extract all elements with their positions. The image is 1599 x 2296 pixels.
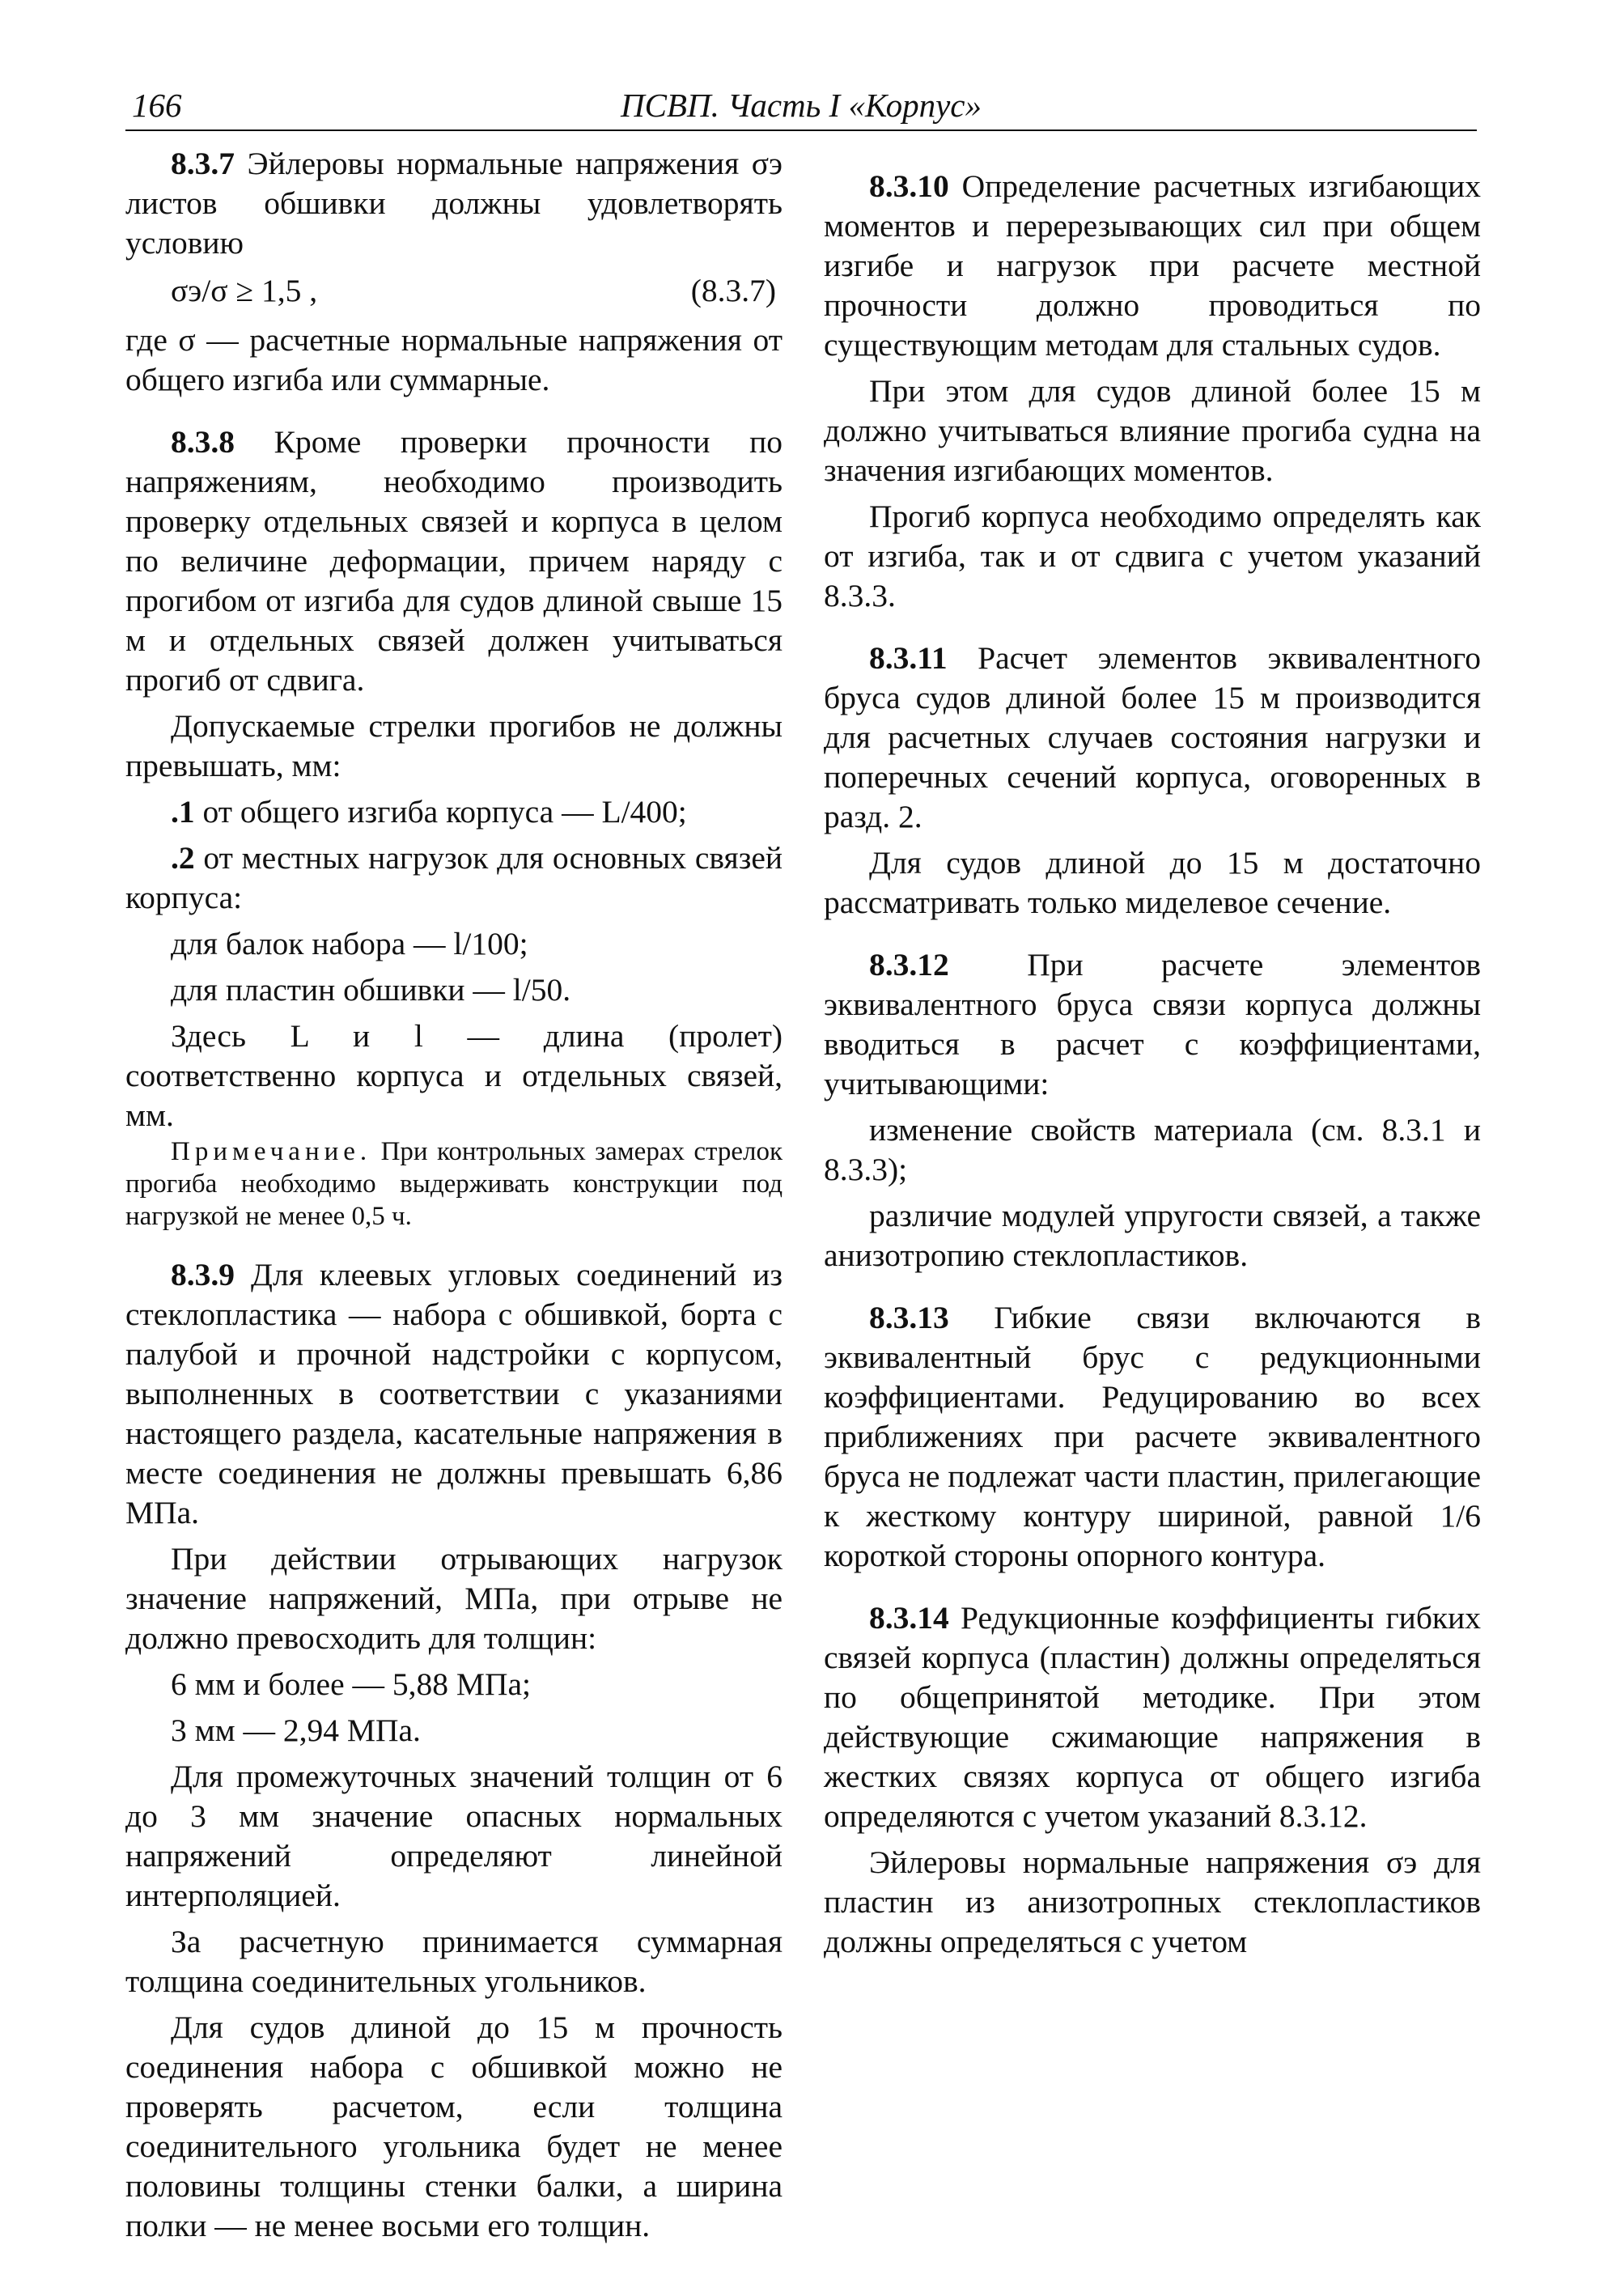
sub-item: для балок набора — l/100;: [171, 926, 528, 961]
paragraph-text: Для судов длиной до 15 м прочность соединения набора с обшивкой можно не проверять расчетом, если толщина соединительного угольника будет не менее половины толщины стенки балки, а ширина полки — не менее восьми его толщин.: [125, 2010, 783, 2243]
paragraph-text: При этом для судов длиной более 15 м должно учитываться влияние прогиба судна на значения изгибающих моментов.: [824, 373, 1481, 488]
list-item: [125, 838, 783, 918]
paragraph-text: Эйлеровы нормальные напряжения σэ для пластин из анизотропных стеклопластиков должны определяться с учетом: [824, 1844, 1481, 1959]
note-label: Примечание.: [171, 1137, 372, 1166]
paragraph-8-3-9: [125, 1255, 783, 1533]
list-item-text: от местных нагрузок для основных связей корпуса:: [125, 840, 783, 915]
section-number: 8.3.7: [171, 146, 235, 181]
paragraph-text: Гибкие связи включаются в эквивалентный брус с редукционными коэффициентами. Редуцированию во всех приближениях при расчете эквивалентного бруса не подлежат части пластин, прилегающие к жесткому контуру шириной, равной 1/6 короткой стороны опорного контура.: [824, 1300, 1481, 1573]
paragraph-text: Здесь L и l — длина (пролет) соответственно корпуса и отдельных связей, мм.: [125, 1018, 783, 1133]
section-number: 8.3.13: [869, 1300, 949, 1335]
formula-8-3-7: [125, 271, 783, 311]
paragraph-text: Расчет элементов эквивалентного бруса судов длиной более 15 м производится для расчетных случаев состояния нагрузки и поперечных сечений корпуса, оговоренных в разд. 2.: [824, 640, 1481, 834]
paragraph-8-3-14: [824, 1598, 1481, 1836]
note: [125, 1135, 783, 1233]
paragraph-8-3-13: [824, 1298, 1481, 1576]
paragraph-text: Кроме проверки прочности по напряжениям, необходимо производить проверку отдельных связей и корпуса в целом по величине деформации, причем наряду с прогибом от изгиба для судов длиной свыше 15 м и отдельных связей должен учитываться прогиб от сдвига.: [125, 424, 783, 698]
list-line: изменение свойств материала (см. 8.3.1 и 8.3.3);: [824, 1112, 1481, 1187]
value-line: 3 мм — 2,94 МПа.: [171, 1712, 421, 1748]
section-number: 8.3.10: [869, 168, 949, 204]
section-number: 8.3.8: [171, 424, 235, 460]
left-column: [125, 144, 783, 2246]
list-item-number: .2: [171, 840, 195, 876]
paragraph-text: Эйлеровы нормальные напряжения σэ листов обшивки должны удовлетворять условию: [125, 146, 783, 261]
paragraph-text: Редукционные коэффициенты гибких связей корпуса (пластин) должны определяться по общепринятой методике. При этом действующие сжимающие напряжения в жестких связях корпуса от общего изгиба определяются с учетом указаний 8.3.12.: [824, 1600, 1481, 1834]
paragraph-8-3-8: [125, 422, 783, 700]
section-number: 8.3.11: [869, 640, 948, 676]
list-item: [125, 792, 783, 832]
paragraph-text: За расчетную принимается суммарная толщина соединительных угольников.: [125, 1924, 783, 1999]
paragraph-text: Прогиб корпуса необходимо определять как от изгиба, так и от сдвига с учетом указаний 8.3.3.: [824, 499, 1481, 613]
paragraph-8-3-7: [125, 144, 783, 263]
page-number: 166: [132, 87, 182, 124]
section-number: 8.3.12: [869, 947, 949, 982]
formula-expression: σэ/σ ≥ 1,5 ,: [171, 273, 318, 308]
list-item-number: .1: [171, 794, 195, 830]
section-number: 8.3.14: [869, 1600, 949, 1636]
paragraph-text: Для клеевых угловых соединений из стеклопластика — набора с обшивкой, борта с палубой и прочной надстройки с корпусом, выполненных в соответствии с указаниями настоящего раздела, касательные напряжения в месте соединения не должны превышать 6,86 МПа.: [125, 1257, 783, 1530]
right-column: [824, 144, 1481, 1962]
formula-number: (8.3.7): [690, 273, 776, 308]
list-item-text: от общего изгиба корпуса — L/400;: [194, 794, 687, 830]
paragraph-8-3-12: [824, 945, 1481, 1104]
paragraph-text: Определение расчетных изгибающих моментов и перерезывающих сил при общем изгибе и нагрузок при расчете местной прочности должно проводиться по существующим методам для стальных судов.: [824, 168, 1481, 363]
paragraph-text: При действии отрывающих нагрузок значение напряжений, МПа, при отрыве не должно превосходить для толщин:: [125, 1541, 783, 1656]
paragraph-text: При расчете элементов эквивалентного бруса связи корпуса должны вводиться в расчет с коэффициентами, учитывающими:: [824, 947, 1481, 1101]
formula-explanation: где σ — расчетные нормальные напряжения от общего изгиба или суммарные.: [125, 322, 783, 397]
sub-item: для пластин обшивки — l/50.: [171, 972, 571, 1008]
paragraph-text: Для промежуточных значений толщин от 6 до 3 мм значение опасных нормальных напряжений определяют линейной интерполяцией.: [125, 1759, 783, 1913]
note-text: При контрольных замерах стрелок прогиба необходимо выдерживать конструкции под нагрузкой не менее 0,5 ч.: [125, 1137, 783, 1231]
paragraph-8-3-10: [824, 167, 1481, 365]
paragraph-text: Допускаемые стрелки прогибов не должны превышать, мм:: [125, 708, 783, 783]
running-title: ПСВП. Часть I «Корпус»: [620, 87, 982, 124]
section-number: 8.3.9: [171, 1257, 235, 1292]
page-header: [125, 81, 1477, 131]
list-line: различие модулей упругости связей, а также анизотропию стеклопластиков.: [824, 1198, 1481, 1273]
value-line: 6 мм и более — 5,88 МПа;: [171, 1666, 532, 1702]
paragraph-8-3-11: [824, 639, 1481, 837]
paragraph-text: Для судов длиной до 15 м достаточно рассматривать только миделевое сечение.: [824, 845, 1481, 920]
